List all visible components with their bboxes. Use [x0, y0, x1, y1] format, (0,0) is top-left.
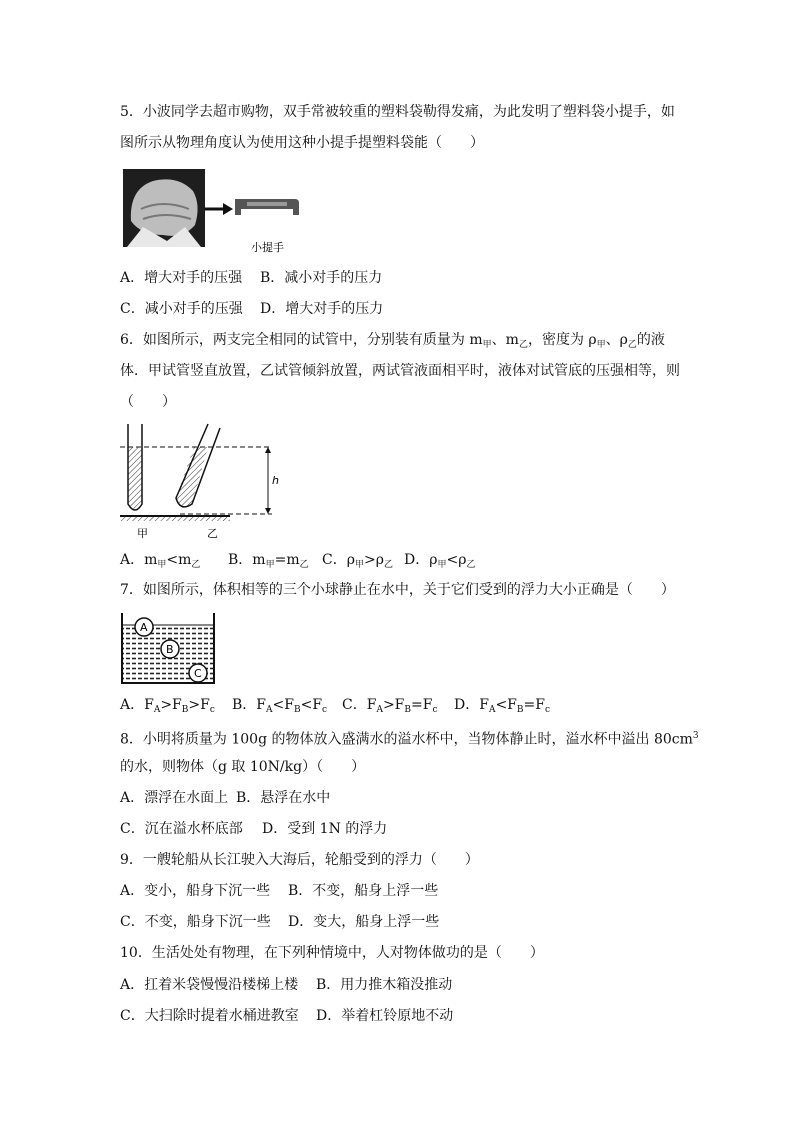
q5-stem-line2: 图所示从物理角度认为使用这种小提手提塑料袋能（ ） [120, 135, 484, 151]
q7-label-c: C [194, 667, 202, 680]
q10-stem: 10．生活处处有物理，在下列种情境中，人对物体做功的是（ ） [120, 945, 544, 961]
q9-option-c[interactable]: C．不变，船身下沉一些 [120, 914, 271, 930]
q5-option-d[interactable]: D．增大对手的压力 [260, 301, 384, 317]
q7-option-a[interactable]: A．$F_A>F_B>F_c$ [120, 697, 215, 715]
q6-liquid-yi [176, 447, 208, 507]
q5-option-b[interactable]: B．减小对手的压力 [260, 270, 383, 286]
q5-figure-handle [123, 169, 303, 257]
q5-option-a[interactable]: A．增大对手的压强 [120, 270, 243, 286]
q5-stem-line1: 5．小波同学去超市购物，双手常被较重的塑料袋勒得发痛，为此发明了塑料袋小提手，如 [120, 104, 675, 120]
q6-option-c[interactable]: C．$\rho_甲>\rho_乙$ [322, 552, 393, 570]
q6-stem-line3: （ ） [120, 394, 176, 410]
q9-option-d[interactable]: D．变大，船身上浮一些 [288, 914, 440, 930]
q6-label-jia: 甲 [137, 527, 148, 540]
q8-stem-line1: 8．小明将质量为 100g 的物体放入盛满水的溢水杯中，当物体静止时，溢水杯中溢出 $80cm^3$ [120, 731, 699, 748]
q7-figure-container [120, 611, 216, 685]
q6-stem-line1: 6．如图所示，两支完全相同的试管中，分别装有质量为 $m_甲$、$m_乙$，密度为 $\rho_甲$、$\rho_乙$的液 [120, 332, 665, 350]
q7-option-c[interactable]: C．$F_A>F_B=F_c$ [342, 697, 438, 715]
q9-option-a[interactable]: A．变小，船身下沉一些 [120, 883, 271, 899]
q6-stem-line2: 体．甲试管竖直放置，乙试管倾斜放置，两试管液面相平时，液体对试管底的压强相等，则 [120, 363, 680, 379]
q10-option-b[interactable]: B．用力推木箱没推动 [316, 977, 453, 993]
q7-label-a: A [140, 621, 148, 634]
q6-option-d[interactable]: D．$\rho_甲<\rho_乙$ [404, 552, 476, 570]
q7-stem: 7．如图所示，体积相等的三个小球静止在水中，关于它们受到的浮力大小正确是（ ） [120, 582, 675, 598]
q5-handle-shape [235, 199, 299, 215]
q6-label-yi: 乙 [207, 527, 218, 540]
q7-label-b: B [166, 643, 174, 656]
q10-option-d[interactable]: D．举着杠铃原地不动 [316, 1008, 454, 1024]
q6-label-h: h [272, 474, 279, 487]
q6-liquid-jia [128, 447, 142, 510]
q10-option-a[interactable]: A．扛着米袋慢慢沿楼梯上楼 [120, 977, 299, 993]
q5-arrow-head [223, 203, 233, 215]
q6-option-a[interactable]: A．$m_甲<m_乙$ [120, 552, 201, 570]
q8-option-c[interactable]: C．沉在溢水杯底部 [120, 821, 243, 837]
q5-figure-label: 小提手 [251, 241, 284, 254]
q6-figure-test-tubes [120, 420, 280, 542]
q9-stem: 9．一艘轮船从长江驶入大海后，轮船受到的浮力（ ） [120, 852, 479, 868]
q5-option-c[interactable]: C．减小对手的压强 [120, 301, 243, 317]
q8-option-b[interactable]: B．悬浮在水中 [236, 790, 331, 806]
q8-option-a[interactable]: A．漂浮在水面上 [120, 790, 229, 806]
q8-option-d[interactable]: D．受到 1N 的浮力 [262, 821, 388, 837]
q6-option-b[interactable]: B．$m_甲=m_乙$ [228, 552, 309, 570]
q8-stem-line2: 的水，则物体（g 取 10N/kg）（ ） [120, 759, 366, 775]
q7-option-d[interactable]: D．$F_A<F_B=F_c$ [454, 697, 551, 715]
q10-option-c[interactable]: C．大扫除时提着水桶进教室 [120, 1008, 299, 1024]
q7-option-b[interactable]: B．$F_A<F_B<F_c$ [232, 697, 328, 715]
q9-option-b[interactable]: B．不变，船身上浮一些 [288, 883, 439, 899]
